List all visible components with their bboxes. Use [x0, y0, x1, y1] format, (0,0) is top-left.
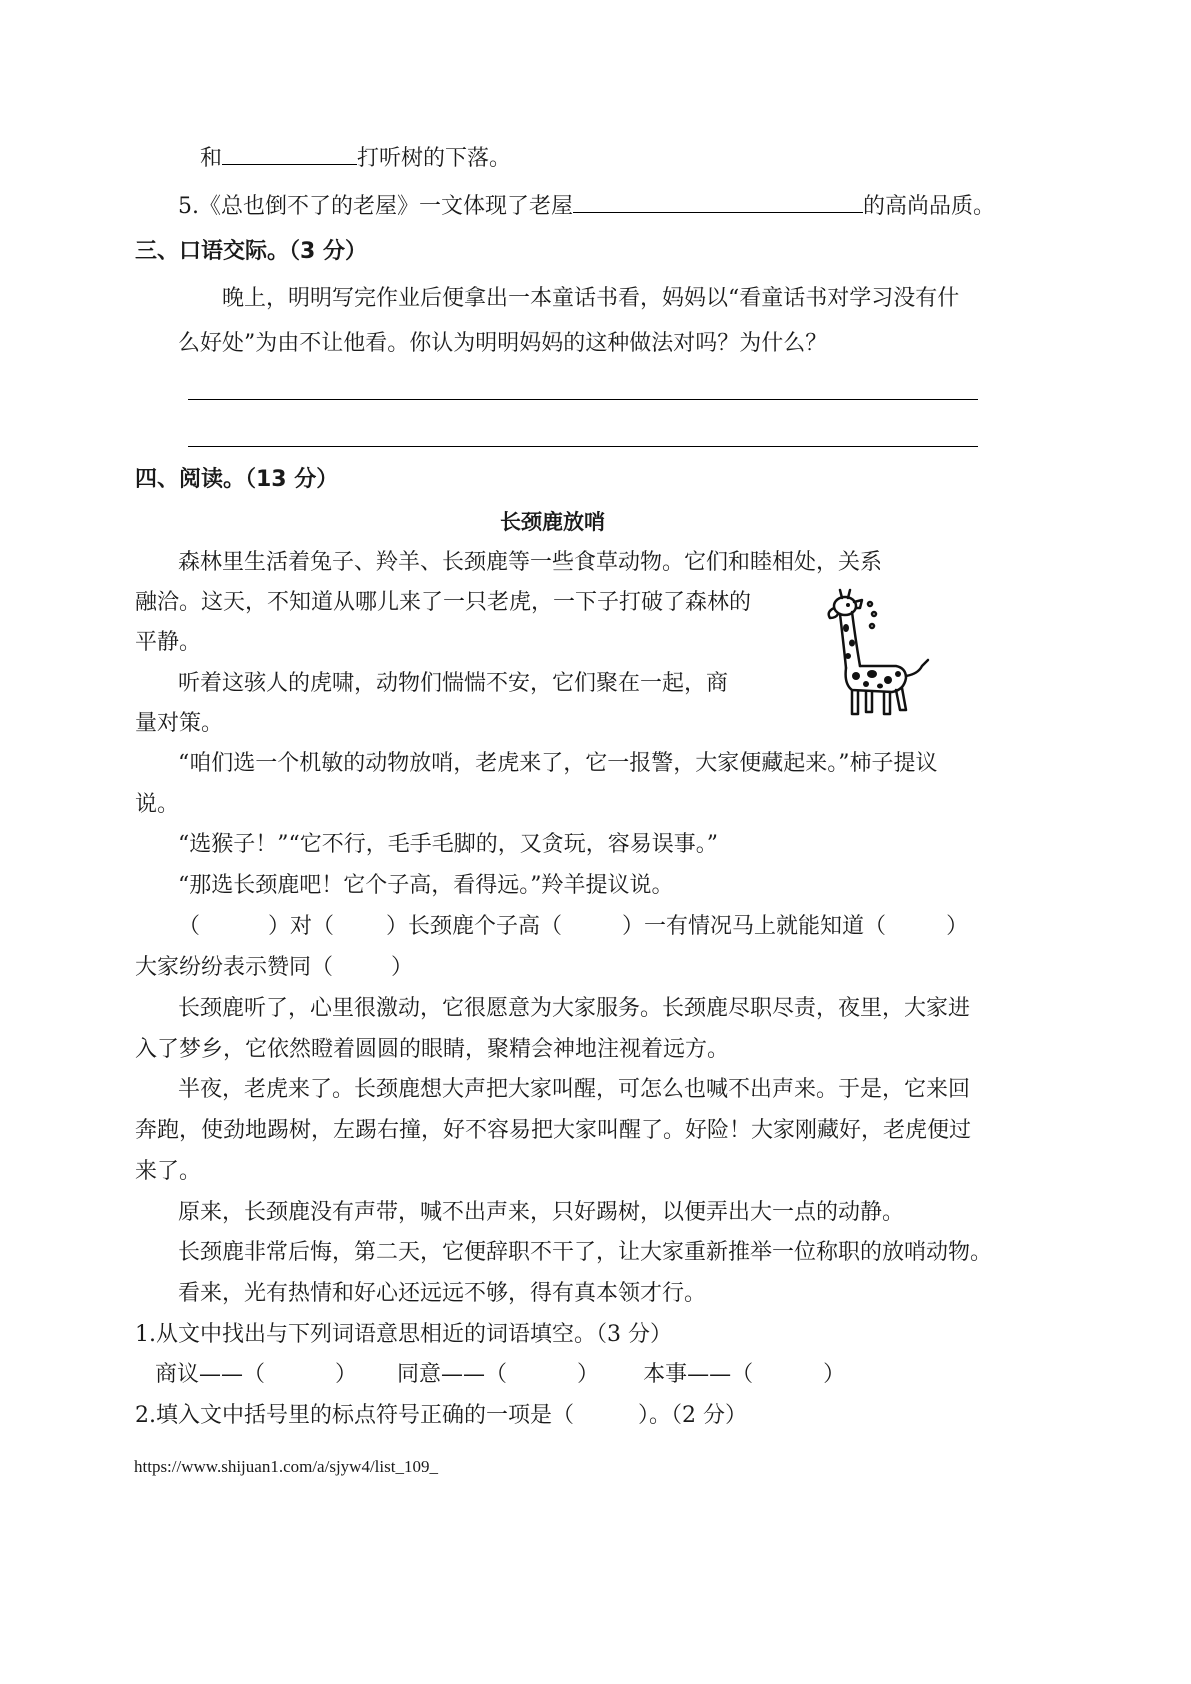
q5-answer-blank[interactable]	[573, 190, 863, 213]
p6-seg2: ）对（	[268, 914, 335, 939]
story-p5: “那选长颈鹿吧！它个子高，看得远。”羚羊提议说。	[178, 873, 674, 898]
section4-heading: 四、阅读。（13 分）	[135, 467, 339, 492]
q1-close-c: ）	[823, 1362, 846, 1387]
p6-seg5: ）	[946, 914, 969, 939]
story-p6-line2	[135, 953, 413, 983]
q2-end: ）。（2 分）	[638, 1403, 747, 1428]
story-p7-line2: 入了梦乡，它依然瞪着圆圆的眼睛，聚精会神地注视着远方。	[135, 1037, 730, 1062]
q4-tail-after: 打听树的下落。	[357, 146, 512, 171]
q1-close-a: ）	[335, 1362, 358, 1387]
story-title: 长颈鹿放哨	[500, 510, 605, 534]
question-1-items	[155, 1360, 845, 1390]
q5-before: 5.《总也倒不了的老屋》一文体现了老屋	[178, 194, 573, 219]
answer-line-1[interactable]	[188, 399, 978, 400]
story-p2-line1: 听着这骇人的虎啸，动物们惴惴不安，它们聚在一起，商	[178, 671, 729, 696]
q1-close-b: ）	[577, 1362, 600, 1387]
story-p2-line2: 量对策。	[135, 711, 224, 736]
story-p1-line2: 融洽。这天，不知道从哪儿来了一只老虎，一下子打破了森林的	[135, 590, 752, 615]
question-1: 1.从文中找出与下列词语意思相近的词语填空。（3 分）	[135, 1322, 672, 1347]
answer-line-2[interactable]	[188, 446, 978, 447]
story-p3-line1: “咱们选一个机敏的动物放哨，老虎来了，它一报警，大家便藏起来。”柿子提议	[178, 751, 938, 776]
story-p4: “选猴子！”“它不行，毛手毛脚的，又贪玩，容易误事。”	[178, 832, 718, 857]
q4-tail-line	[200, 142, 511, 174]
footer-url[interactable]: https://www.shijuan1.com/a/sjyw4/list_109_	[134, 1457, 438, 1476]
story-p1-line3: 平静。	[135, 630, 202, 655]
p6-line2-end: ）	[391, 955, 414, 980]
story-p11: 看来，光有热情和好心还远远不够，得有真本领才行。	[178, 1281, 707, 1306]
story-p1-line1: 森林里生活着兔子、羚羊、长颈鹿等一些食草动物。它们和睦相处，关系	[178, 550, 883, 575]
story-p3-line2: 说。	[135, 792, 180, 817]
q4-tail-before: 和	[200, 146, 223, 171]
story-p10: 长颈鹿非常后悔，第二天，它便辞职不干了，让大家重新推举一位称职的放哨动物。	[178, 1240, 993, 1265]
q1-item-a: 商议——（	[155, 1362, 266, 1387]
story-p8-line1: 半夜，老虎来了。长颈鹿想大声把大家叫醒，可怎么也喊不出声来。于是，它来回	[178, 1077, 971, 1102]
story-p8-line2: 奔跑，使劲地踢树，左踢右撞，好不容易把大家叫醒了。好险！大家刚藏好，老虎便过	[135, 1118, 972, 1143]
q4-answer-blank[interactable]	[222, 142, 357, 165]
section3-prompt-line1: 晚上，明明写完作业后便拿出一本童话书看，妈妈以“看童话书对学习没有什	[222, 286, 960, 311]
q5-line	[178, 190, 995, 222]
story-p8-line3: 来了。	[135, 1159, 202, 1184]
section3-prompt-line2: 么好处”为由不让他看。你认为明明妈妈的这种做法对吗？为什么？	[178, 331, 828, 356]
question-2	[135, 1401, 747, 1431]
paren-open-1: （	[178, 914, 201, 939]
p6-seg4: ）一有情况马上就能知道（	[622, 914, 887, 939]
p6-line2-text: 大家纷纷表示赞同（	[135, 955, 334, 980]
story-p9: 原来，长颈鹿没有声带，喊不出声来，只好踢树，以便弄出大一点的动静。	[178, 1200, 905, 1225]
story-p6-line1	[178, 912, 968, 942]
q2-text: 2.填入文中括号里的标点符号正确的一项是（	[135, 1403, 574, 1428]
q1-item-b: 同意——（	[397, 1362, 508, 1387]
q1-item-c: 本事——（	[643, 1362, 754, 1387]
giraffe-illustration	[822, 588, 952, 720]
section3-heading: 三、口语交际。（3 分）	[135, 239, 367, 264]
q5-after: 的高尚品质。	[863, 194, 996, 219]
story-p7-line1: 长颈鹿听了，心里很激动，它很愿意为大家服务。长颈鹿尽职尽责，夜里，大家进	[178, 996, 971, 1021]
p6-seg3: ）长颈鹿个子高（	[386, 914, 563, 939]
